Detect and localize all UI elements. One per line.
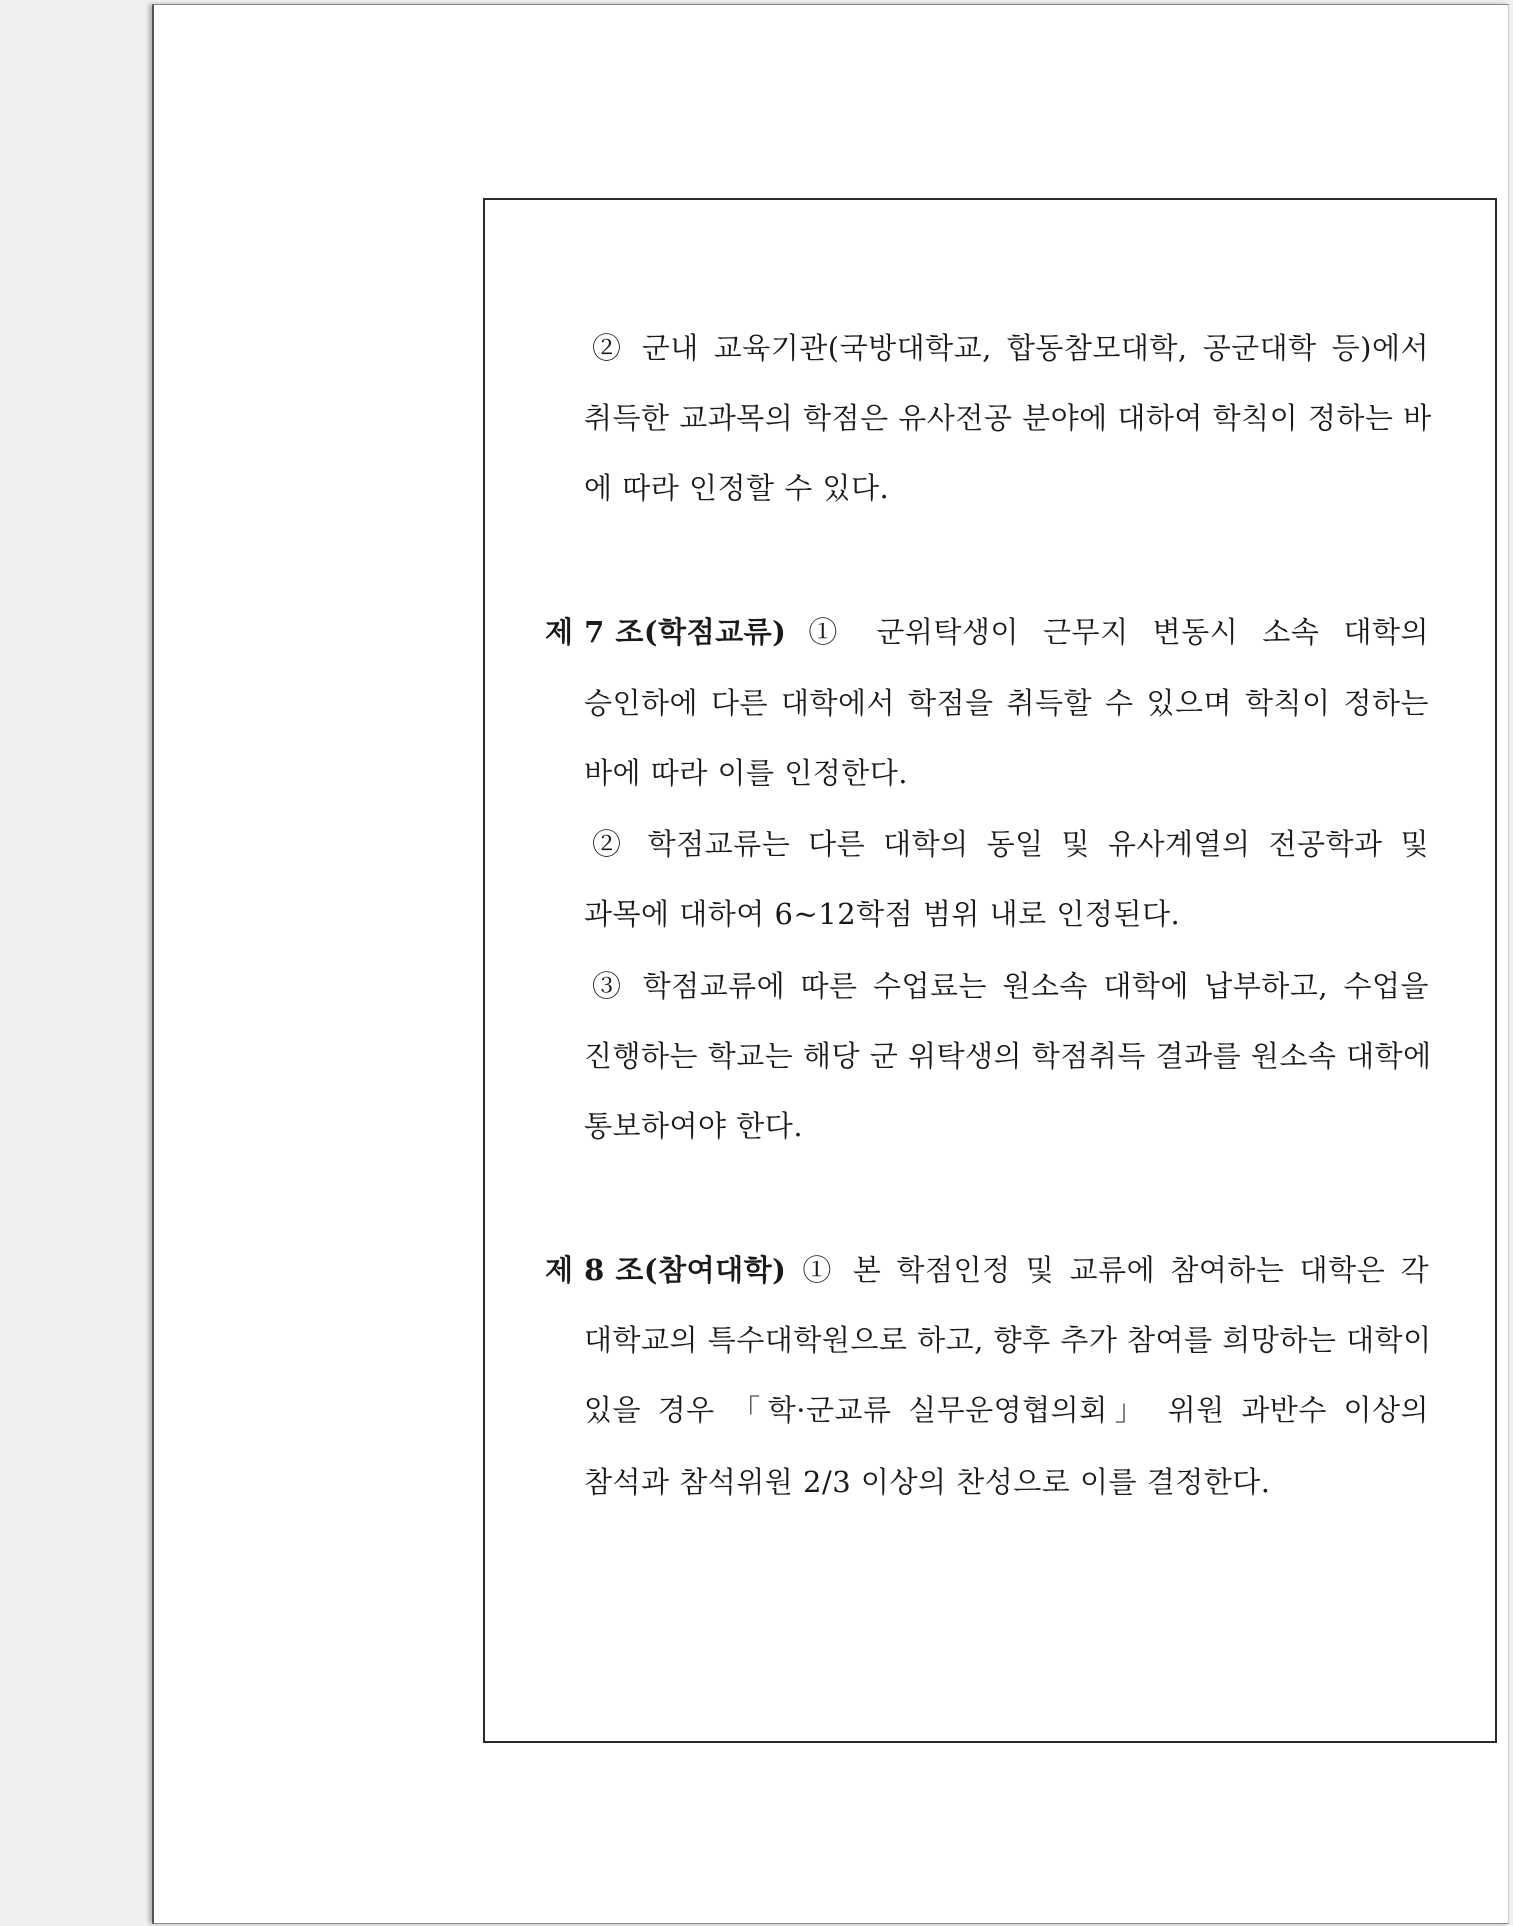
article8-paragraph1-line4: 참석과 참석위원 2/3 이상의 찬성으로 이를 결정한다. bbox=[584, 1465, 1271, 1499]
article7-paragraph1-start: ① 군위탁생이 근무지 변동시 소속 대학의 bbox=[808, 615, 1429, 649]
article7-paragraph3-line3: 통보하여야 한다. bbox=[584, 1109, 804, 1143]
article8-paragraph1-start: ① 본 학점인정 및 교류에 참여하는 대학은 각 bbox=[802, 1253, 1429, 1287]
article6-paragraph2-line1: ② 군내 교육기관(국방대학교, 합동참모대학, 공군대학 등)에서 bbox=[592, 331, 1429, 365]
article7-title: 제 7 조(학점교류) bbox=[545, 615, 787, 649]
article6-paragraph2-line3: 에 따라 인정할 수 있다. bbox=[584, 471, 890, 505]
article7-paragraph2-line2: 과목에 대하여 6~12학점 범위 내로 인정된다. bbox=[584, 897, 1181, 931]
article6-paragraph2-line2: 취득한 교과목의 학점은 유사전공 분야에 대하여 학칙이 정하는 바 bbox=[584, 401, 1432, 435]
article7-paragraph3-line2: 진행하는 학교는 해당 군 위탁생의 학점취득 결과를 원소속 대학에 bbox=[584, 1039, 1432, 1073]
article7-paragraph1-line2: 승인하에 다른 대학에서 학점을 취득할 수 있으며 학칙이 정하는 bbox=[584, 686, 1429, 720]
article7-paragraph3-line1: ③ 학점교류에 따른 수업료는 원소속 대학에 납부하고, 수업을 bbox=[592, 969, 1429, 1003]
article-frame bbox=[483, 198, 1497, 1743]
article7-paragraph2-line1: ② 학점교류는 다른 대학의 동일 및 유사계열의 전공학과 및 bbox=[592, 827, 1429, 861]
article8-paragraph1-line3: 있을 경우 「학·군교류 실무운영협의회」 위원 과반수 이상의 bbox=[584, 1393, 1429, 1427]
article8-paragraph1-line2: 대학교의 특수대학원으로 하고, 향후 추가 참여를 희망하는 대학이 bbox=[584, 1323, 1432, 1357]
article8-title: 제 8 조(참여대학) bbox=[545, 1253, 787, 1287]
article7-paragraph1-line3: 바에 따라 이를 인정한다. bbox=[584, 756, 909, 790]
article8-first-line bbox=[545, 1250, 1429, 1290]
article7-first-line bbox=[545, 612, 1429, 652]
document-page bbox=[152, 4, 1509, 1924]
